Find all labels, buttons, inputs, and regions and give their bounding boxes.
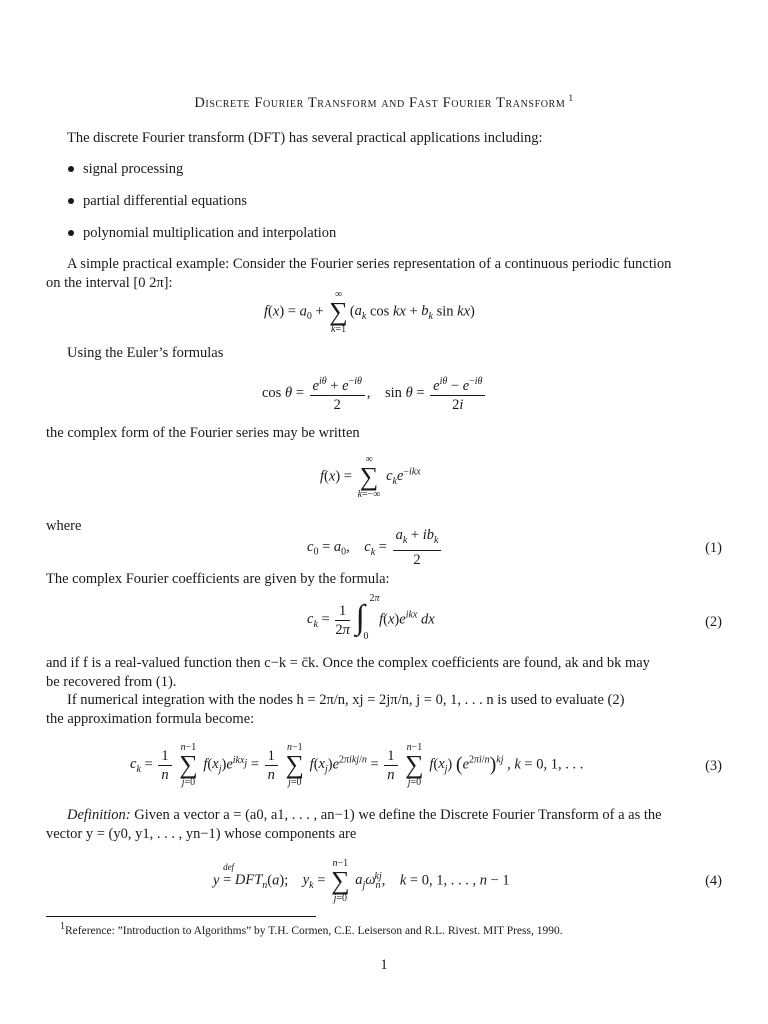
intro-text: The discrete Fourier transform (DFT) has several practical applications including: <box>67 130 543 146</box>
numint-text-line2: the approximation formula become: <box>46 711 255 727</box>
bullet-item-3: polynomial multiplication and interpolation <box>68 225 336 242</box>
example-text-line2: on the interval [0 2π]: <box>46 275 173 291</box>
example-text-line1: A simple practical example: Consider the Fourier series representation of a continuous periodic function <box>67 256 672 272</box>
footnote-rule <box>46 916 316 917</box>
definition-text-line2: vector y = (y0, y1, . . . , yn−1) whose components are <box>46 826 357 842</box>
title-footnote-mark: 1 <box>568 94 574 104</box>
equation-number-2: (2) <box>705 614 722 630</box>
footnote: $^1$Reference: ”Introduction to Algorithms” by T.H. Cormen, C.E. Leiserson and R.L. Rivest. MIT Press, 1990. <box>60 921 563 937</box>
equation-4: y def = $DFT_n(a)$; $y_k$ = n−1 ∑ j=0 $a_j\omega_n^{kj}$, k = 0, 1, . . . , n − 1 <box>213 858 510 904</box>
where-text: where <box>46 518 82 534</box>
realvalued-text-line1: and if f is a real-valued function then c−k = c̄k. Once the complex coefficients are found, ak and bk may <box>46 655 650 671</box>
equation-number-4: (4) <box>705 873 722 889</box>
page-title: Discrete Fourier Transform and Fast Fourier Transform $^1$ <box>194 94 574 111</box>
bullet-item-1: signal processing <box>68 161 183 178</box>
bullet-dot <box>68 230 74 236</box>
equation-number-3: (3) <box>705 758 722 774</box>
bullet-item-2: partial differential equations <box>68 193 247 210</box>
equation-1: $c_0 = a_0$, $c_k$ = $\frac{a_k + ib_k}{2}$ <box>307 527 443 568</box>
bullet-dot <box>68 166 74 172</box>
definition-text-line1: Definition: Given a vector a = (a0, a1, . . . , an−1) we define the Discrete Fourier Transform of a as the <box>67 807 662 823</box>
complex-form-text: the complex form of the Fourier series may be written <box>46 425 360 441</box>
equation-2: $c_k$ = $\frac{1}{2\pi}$ ∫ 2π 0 $f(x)e^{ikx}$ dx <box>307 593 435 642</box>
numint-text-line1: If numerical integration with the nodes h = 2π/n, xj = 2jπ/n, j = 0, 1, . . . n is used to evaluate (2) <box>67 692 625 708</box>
equation-fourier-series: $f(x) = a_0$ + ∞ ∑ k=1 ($a_k$ cos kx + $b_k$ sin kx) <box>264 289 475 335</box>
equation-number-1: (1) <box>705 540 722 556</box>
euler-intro-text: Using the Euler’s formulas <box>67 345 224 361</box>
page-number: 1 <box>380 957 388 973</box>
realvalued-text-line2: be recovered from (1). <box>46 674 177 690</box>
coef-intro-text: The complex Fourier coefficients are given by the formula: <box>46 571 390 587</box>
equation-3: $c_k$ = $\frac{1}{n}$ n−1 ∑ j=0 $f(x_j)e^{ikx_j}$ = $\frac{1}{n}$ n−1 ∑ j=0 $f(x_j)e^{2\pi ikj/n}$ = $\frac{1}{n}$ n−1 ∑ j=0 $f(x_j)$ $(e^{2\pi i/n})^{kj}$ , k = 0, 1, . . . <box>130 742 584 788</box>
bullet-dot <box>68 198 74 204</box>
equation-complex-series: f(x) = ∞ ∑ k=−∞ $c_ke^{-ikx}$ <box>320 454 421 500</box>
equation-euler: cos θ = $\frac{e^{i\theta} + e^{-i\theta}}{2}$ , sin θ = $\frac{e^{i\theta} - e^{-i\theta}}{2i}$ <box>262 374 487 413</box>
definition-label: Definition: <box>67 807 131 823</box>
